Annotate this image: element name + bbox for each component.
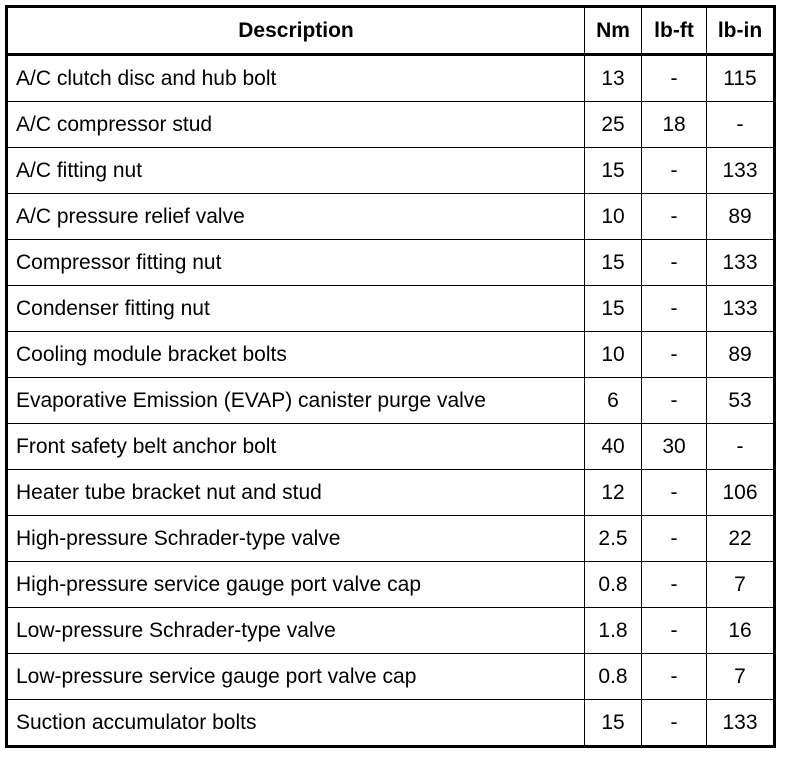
cell-nm: 15 [585,148,642,194]
cell-nm: 13 [585,55,642,102]
table-row [7,470,775,516]
table-row [7,286,775,332]
cell-lb-in: 22 [707,516,775,562]
cell-nm: 6 [585,378,642,424]
cell-lb-ft: 18 [642,102,707,148]
cell-description: A/C compressor stud [7,102,585,148]
cell-lb-ft: - [642,378,707,424]
cell-nm: 0.8 [585,562,642,608]
cell-lb-in: 133 [707,700,775,747]
cell-nm: 10 [585,194,642,240]
cell-description: High-pressure Schrader-type valve [7,516,585,562]
table-row [7,332,775,378]
cell-description: Heater tube bracket nut and stud [7,470,585,516]
cell-description: Evaporative Emission (EVAP) canister purge valve [7,378,585,424]
cell-description: Low-pressure Schrader-type valve [7,608,585,654]
table-row [7,562,775,608]
table-row [7,654,775,700]
cell-lb-ft: - [642,700,707,747]
column-header-lb-ft: lb-ft [642,7,707,55]
fastener-specifications-table [5,5,776,748]
cell-lb-ft: - [642,240,707,286]
cell-lb-in: 89 [707,332,775,378]
cell-lb-in: 7 [707,562,775,608]
cell-description: A/C clutch disc and hub bolt [7,55,585,102]
table-row [7,102,775,148]
cell-lb-in: 115 [707,55,775,102]
cell-nm: 0.8 [585,654,642,700]
cell-nm: 15 [585,286,642,332]
column-header-nm: Nm [585,7,642,55]
table-body [7,55,775,747]
header-row [7,7,775,55]
cell-lb-in: 53 [707,378,775,424]
cell-lb-in: 7 [707,654,775,700]
cell-description: High-pressure service gauge port valve cap [7,562,585,608]
table-row [7,148,775,194]
column-header-description: Description [7,7,585,55]
table-row [7,424,775,470]
cell-description: Front safety belt anchor bolt [7,424,585,470]
cell-nm: 25 [585,102,642,148]
cell-lb-ft: - [642,562,707,608]
cell-description: Cooling module bracket bolts [7,332,585,378]
cell-description: A/C fitting nut [7,148,585,194]
cell-lb-ft: - [642,286,707,332]
cell-lb-ft: - [642,654,707,700]
cell-nm: 15 [585,240,642,286]
cell-lb-ft: - [642,55,707,102]
cell-lb-ft: - [642,148,707,194]
cell-lb-in: 16 [707,608,775,654]
table-row [7,516,775,562]
table-row [7,55,775,102]
cell-nm: 40 [585,424,642,470]
cell-lb-in: 106 [707,470,775,516]
cell-lb-in: 133 [707,286,775,332]
cell-lb-ft: - [642,332,707,378]
cell-lb-in: 133 [707,148,775,194]
cell-lb-ft: - [642,470,707,516]
cell-description: Condenser fitting nut [7,286,585,332]
table-row [7,240,775,286]
cell-nm: 2.5 [585,516,642,562]
table-row [7,378,775,424]
cell-lb-ft: - [642,194,707,240]
cell-lb-in: 133 [707,240,775,286]
cell-description: Compressor fitting nut [7,240,585,286]
cell-nm: 10 [585,332,642,378]
cell-lb-in: - [707,102,775,148]
cell-description: A/C pressure relief valve [7,194,585,240]
cell-nm: 15 [585,700,642,747]
table-row [7,194,775,240]
cell-nm: 12 [585,470,642,516]
cell-description: Suction accumulator bolts [7,700,585,747]
table-row [7,700,775,747]
table-row [7,608,775,654]
cell-lb-in: 89 [707,194,775,240]
cell-lb-ft: 30 [642,424,707,470]
cell-nm: 1.8 [585,608,642,654]
cell-description: Low-pressure service gauge port valve cap [7,654,585,700]
cell-lb-ft: - [642,516,707,562]
cell-lb-in: - [707,424,775,470]
cell-lb-ft: - [642,608,707,654]
column-header-lb-in: lb-in [707,7,775,55]
